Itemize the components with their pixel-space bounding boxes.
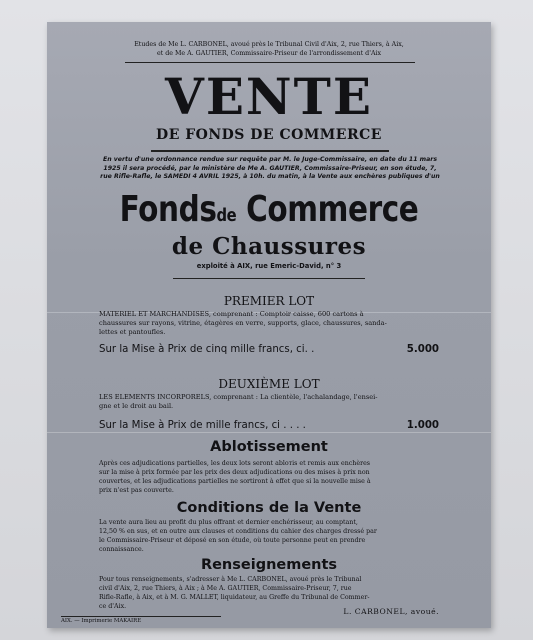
etudes-header bbox=[67, 40, 471, 58]
divider bbox=[125, 62, 415, 63]
lot2-description bbox=[99, 393, 441, 411]
chaussures-heading: de Chaussures bbox=[171, 233, 367, 260]
conditions-heading: Conditions de la Vente bbox=[176, 500, 362, 516]
lot2-title: DEUXIÈME LOT bbox=[218, 377, 320, 391]
ablotissement-line: Après ces adjudications partielles, les deux lots seront abloтis et remis aux enchères bbox=[99, 460, 371, 467]
renseignements-heading: Renseignements bbox=[200, 557, 338, 573]
ablotissement-line: couvertes, et les adjudications partielles ne sortiront à effet que si la nouvelle mise à bbox=[99, 478, 371, 485]
lot2-prix-amount: 1.000 bbox=[406, 420, 439, 431]
word-commerce: Commerce bbox=[246, 189, 419, 230]
ordonnance-text bbox=[93, 156, 447, 182]
renseignements-line: ce d'Aix. bbox=[99, 603, 127, 610]
renseignements-line: Rifle-Rafle, à Aix, et à M. G. MALLET, liquidateur, au Greffe du Tribunal de Commer- bbox=[99, 594, 370, 601]
paper-fold bbox=[47, 432, 491, 433]
lot1-mise-a-prix bbox=[99, 344, 439, 356]
etudes-line: Etudes de Me L. CARBONEL, avoué près le Tribunal Civil d'Aix, 2, rue Thiers, à Aix, bbox=[134, 41, 404, 48]
ablotissement-line: sur la mise à prix formée par les prix des deux adjudications ou des mises à prix non bbox=[99, 469, 370, 476]
lot1-desc-line: MATERIEL ET MARCHANDISES, comprenant : Comptoir caisse, 600 cartons à bbox=[99, 310, 364, 318]
lot2-prix-label: Sur la Mise à Prix de mille francs, ci . . . . bbox=[99, 420, 306, 431]
lot1-desc-line: lettes et pantoufles. bbox=[99, 328, 166, 337]
divider bbox=[61, 616, 221, 617]
conditions-text bbox=[99, 518, 439, 554]
renseignements-line: civil d'Aix, 2, rue Thiers, à Aix ; à Me A. GAUTIER, Commissaire-Priseur, 7, rue bbox=[99, 585, 352, 592]
fonds-de-commerce-heading bbox=[87, 190, 451, 236]
printer-credit: AIX. — Imprimerie MAKAIRE bbox=[61, 618, 142, 624]
ordonnance-line: rue Rifle-Rafle, le SAMEDI 4 AVRIL 1925, à 10h. du matin, à la Vente aux enchères publiques d'un bbox=[100, 173, 440, 181]
word-fonds: Fonds bbox=[119, 189, 217, 230]
lot2-desc-line: LES ELEMENTS INCORPORELS, comprenant : La clientèle, l'achalandage, l'ensei- bbox=[99, 393, 378, 401]
lot1-prix-label: Sur la Mise à Prix de cinq mille francs, ci. . bbox=[99, 344, 315, 355]
lot2-desc-line: gne et le droit au bail. bbox=[99, 402, 174, 411]
lot1-desc-line: chaussures sur rayons, vitrine, étagères en verre, supports, glace, chaussures, sanda- bbox=[99, 319, 387, 328]
divider bbox=[151, 150, 389, 152]
lot1-description bbox=[99, 310, 441, 338]
lot2-mise-a-prix bbox=[99, 420, 439, 432]
word-de: de bbox=[216, 205, 237, 226]
title-vente: VENTE bbox=[165, 67, 373, 126]
ablotissement-heading: Ablotissement bbox=[210, 439, 328, 455]
divider bbox=[173, 278, 365, 279]
ablotissement-line: prix n'est pas couverte. bbox=[99, 487, 174, 494]
conditions-line: 12,50 % en sus, et en outre aux clauses et conditions du cahier des charges dressé par bbox=[99, 528, 377, 535]
conditions-line: le Commissaire-Priseur et déposé en son étude, où toute personne peut en prendre bbox=[99, 537, 366, 544]
auction-poster bbox=[47, 22, 491, 628]
exploite-address: exploité à AIX, rue Emeric-David, n° 3 bbox=[196, 262, 342, 270]
lot1-title: PREMIER LOT bbox=[223, 294, 315, 308]
conditions-line: La vente aura lieu au profit du plus offrant et dernier enchérisseur, au comptant, bbox=[99, 519, 358, 526]
renseignements-line: Pour tous renseignements, s'adresser à Me L. CARBONEL, avoué près le Tribunal bbox=[99, 576, 362, 583]
title-subtitle: DE FONDS DE COMMERCE bbox=[156, 127, 382, 143]
lot1-prix-amount: 5.000 bbox=[406, 344, 439, 355]
signature: L. CARBONEL, avoué. bbox=[343, 607, 439, 616]
conditions-line: connaissance. bbox=[99, 546, 144, 553]
ordonnance-line: En vertu d'une ordonnance rendue sur requête par M. le Juge-Commissaire, en date du 11 mars bbox=[102, 156, 438, 163]
etudes-line: et de Me A. GAUTIER, Commissaire-Priseur de l'arrondissement d'Aix bbox=[156, 50, 382, 57]
ordonnance-line: 1925 il sera procédé, par le ministère de Me A. GAUTIER, Commissaire-Priseur, en son étude, 7, bbox=[103, 164, 437, 172]
ablotissement-text bbox=[99, 459, 439, 495]
renseignements-text bbox=[99, 575, 439, 611]
